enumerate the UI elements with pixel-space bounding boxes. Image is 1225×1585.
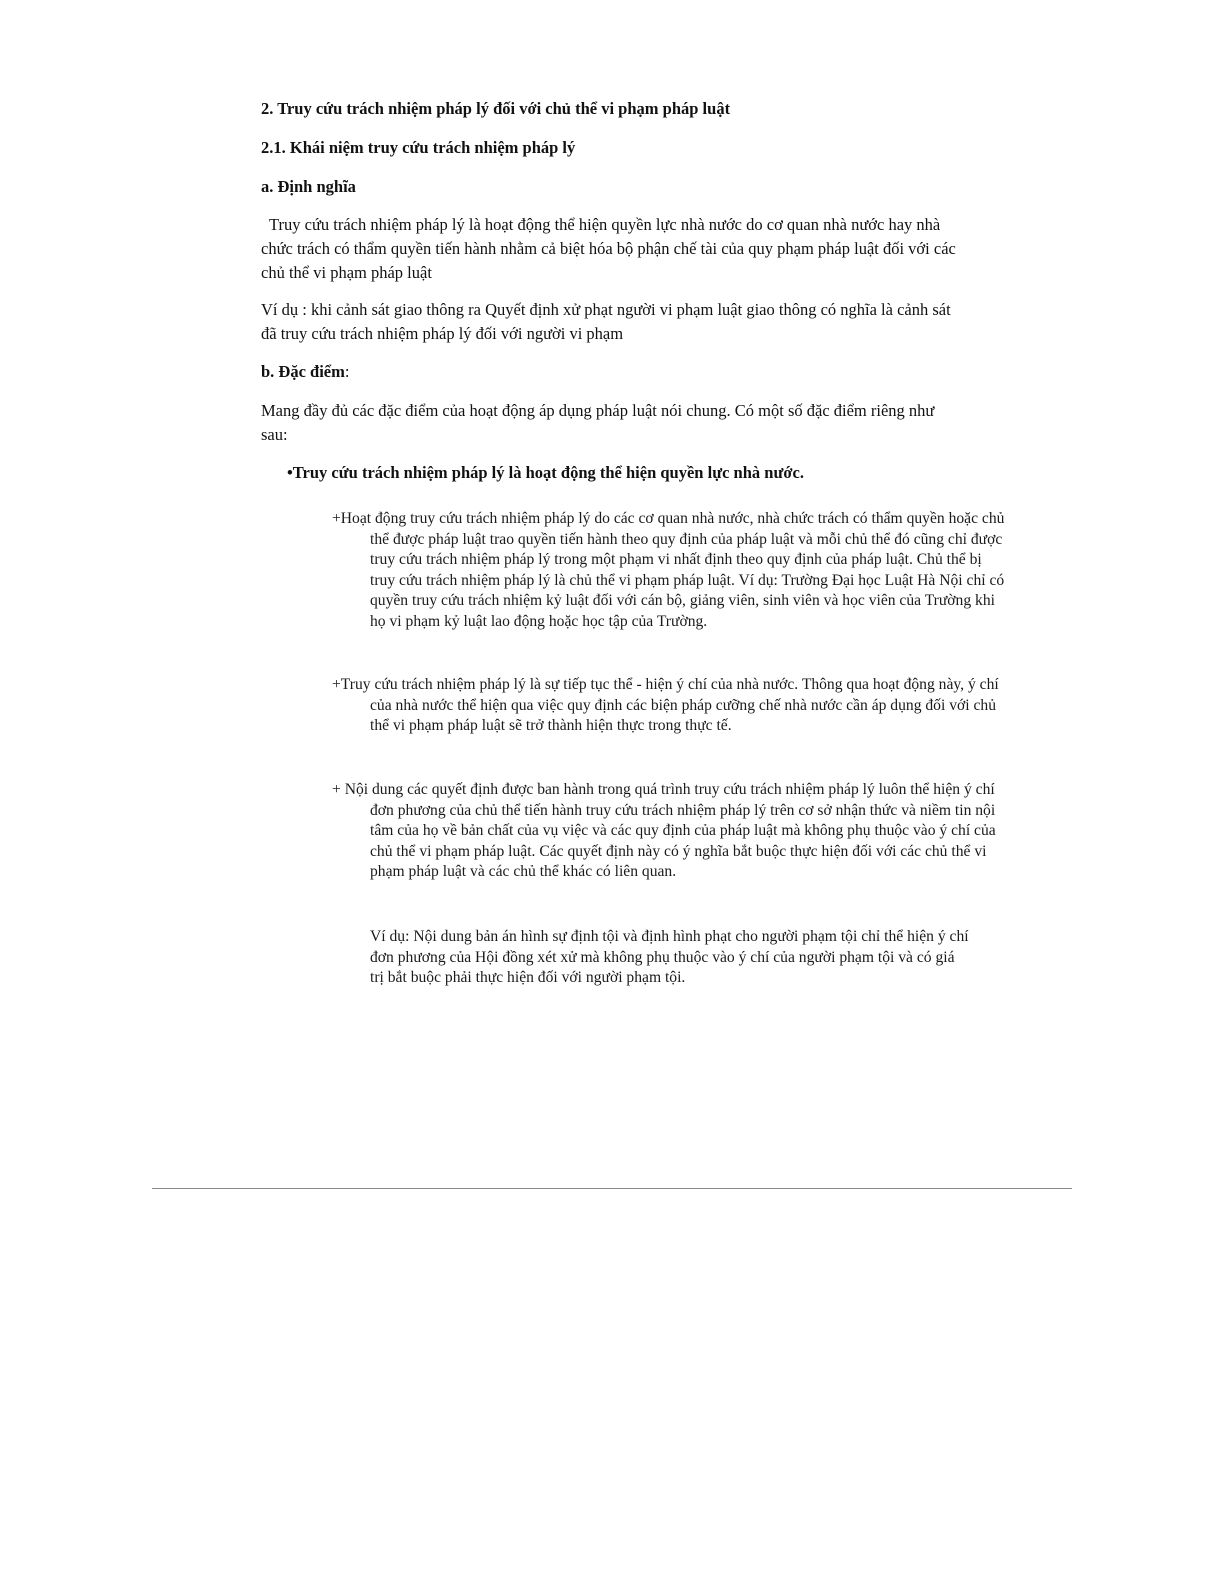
section-heading: 2. Truy cứu trách nhiệm pháp lý đối với chủ thể vi phạm pháp luật: [261, 99, 731, 118]
subsection-heading: 2.1. Khái niệm truy cứu trách nhiệm pháp lý: [261, 138, 576, 157]
definition-paragraph: Truy cứu trách nhiệm pháp lý là hoạt động thể hiện quyền lực nhà nước do cơ quan nhà nước hay nhà chức trách có thẩm quyền tiến hành nhằm cả biệt hóa bộ phận chế tài của quy phạm pháp luật đối với các chủ thể vi phạm pháp luật: [261, 215, 956, 282]
bullet-state-power: •Truy cứu trách nhiệm pháp lý là hoạt động thể hiện quyền lực nhà nước.: [287, 463, 804, 482]
heading-characteristics-colon: :: [344, 362, 350, 381]
intro-paragraph: Mang đầy đủ các đặc điểm của hoạt động áp dụng pháp luật nói chung. Có một số đặc điểm riêng như sau:: [261, 401, 935, 444]
sub-item-state-will: +Truy cứu trách nhiệm pháp lý là sự tiếp tục thể - hiện ý chí của nhà nước. Thông qua hoạt động này, ý chí của nhà nước thể hiện qua việc quy định các biện pháp cưỡng chế nhà nước cần áp dụng đối với chủ thể vi phạm pháp luật sẽ trở thành hiện thực trong thực tế.: [332, 676, 999, 734]
heading-characteristics: [261, 360, 961, 384]
heading-definition: a. Định nghĩa: [261, 177, 356, 196]
heading-characteristics-label: b. Đặc điểm: [261, 362, 345, 381]
sub-item-decisions: + Nội dung các quyết định được ban hành trong quá trình truy cứu trách nhiệm pháp lý luôn thể hiện ý chí đơn phương của chủ thể tiến hành truy cứu trách nhiệm pháp lý trên cơ sở nhận thức và niềm tin nội tâm của họ về bản chất của vụ việc và các quy định của pháp luật mà không phụ thuộc vào ý chí của chủ thể vi phạm pháp luật. Các quyết định này có ý nghĩa bắt buộc thực hiện đối với các chủ thể vi phạm pháp luật và các chủ thể khác có liên quan.: [332, 781, 996, 880]
example-paragraph-traffic: Ví dụ : khi cảnh sát giao thông ra Quyết định xử phạt người vi phạm luật giao thông có nghĩa là cảnh sát đã truy cứu trách nhiệm pháp lý đối với người vi phạm: [261, 300, 951, 343]
page-divider: [152, 1188, 1072, 1189]
sub-item-authority: +Hoạt động truy cứu trách nhiệm pháp lý do các cơ quan nhà nước, nhà chức trách có thẩm quyền hoặc chủ thể được pháp luật trao quyền tiến hành theo quy định của pháp luật và mỗi chủ thể đó cũng chỉ được truy cứu trách nhiệm pháp lý trong một phạm vi nhất định theo quy định của pháp luật. Chủ thể bị truy cứu trách nhiệm pháp lý là chủ thể vi phạm pháp luật. Ví dụ: Trường Đại học Luật Hà Nội chỉ có quyền truy cứu trách nhiệm kỷ luật đối với cán bộ, giảng viên, sinh viên và học viên của Trường khi họ vi phạm kỷ luật lao động hoặc học tập của Trường.: [332, 510, 1005, 630]
example-paragraph-criminal: Ví dụ: Nội dung bản án hình sự định tội và định hình phạt cho người phạm tội chỉ thể hiện ý chí đơn phương của Hội đồng xét xử mà không phụ thuộc vào ý chí của người phạm tội và có giá trị bắt buộc phải thực hiện đối với người phạm tội.: [370, 928, 969, 986]
